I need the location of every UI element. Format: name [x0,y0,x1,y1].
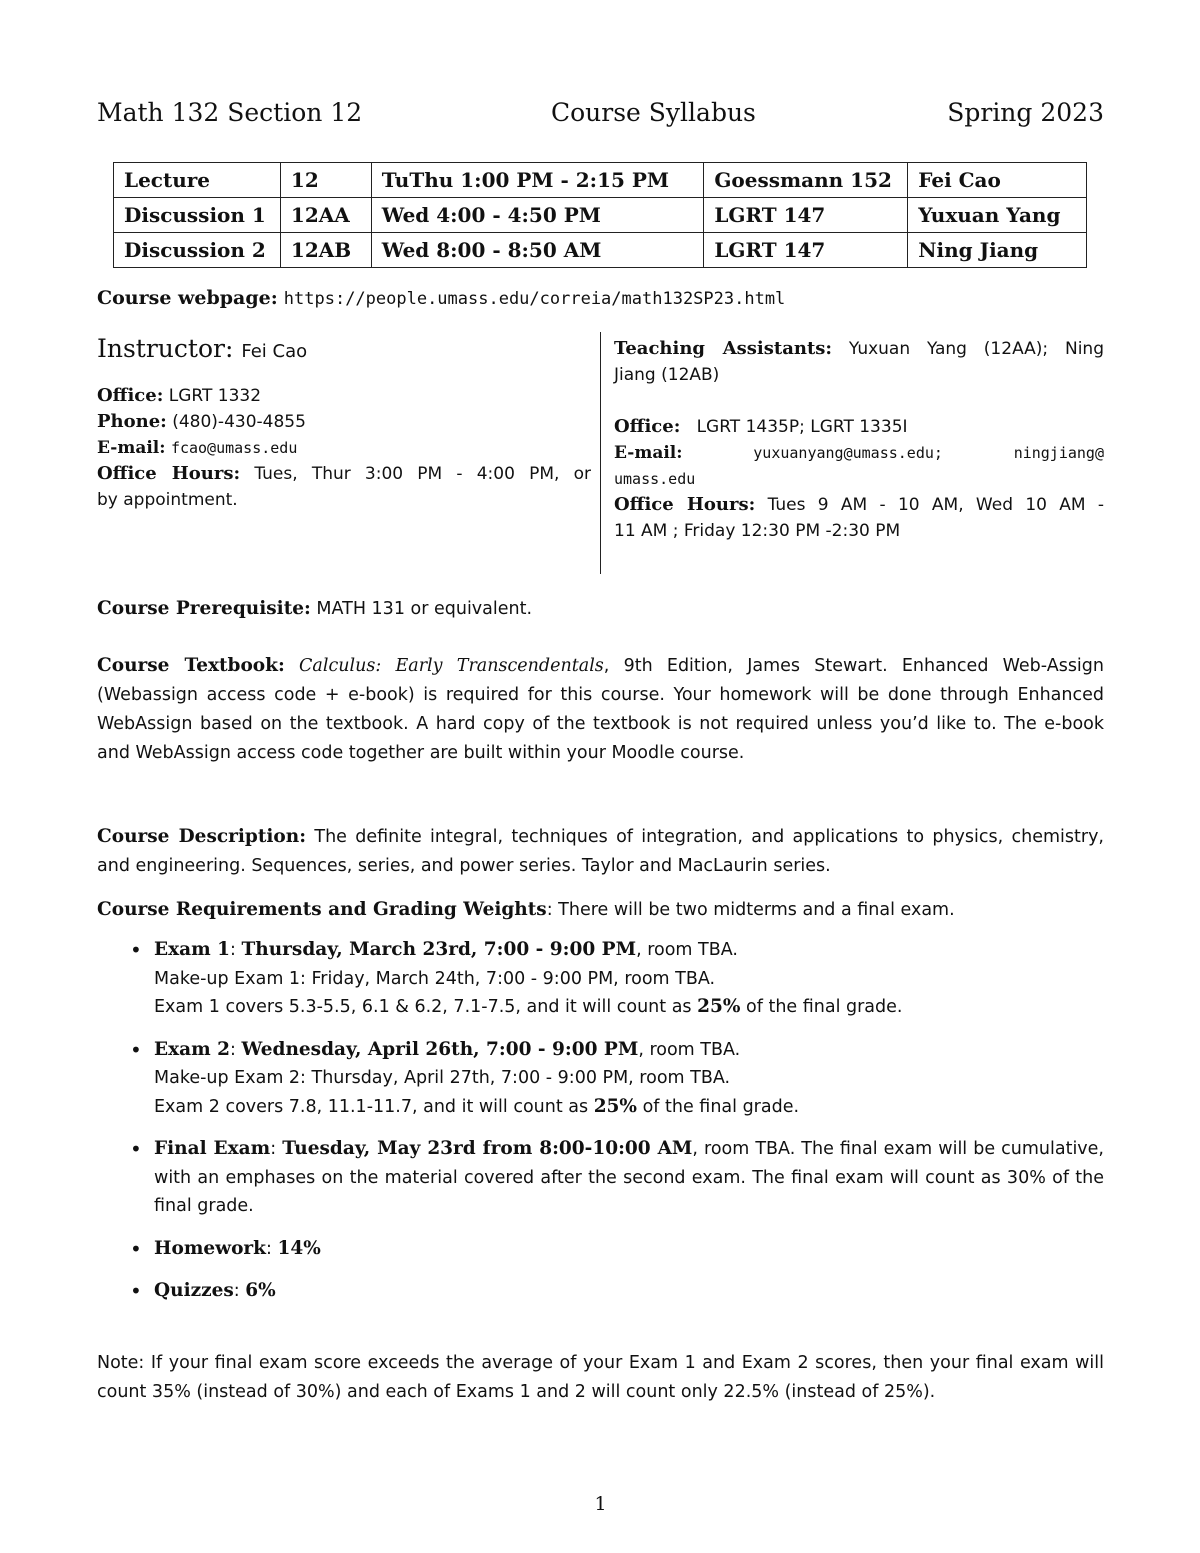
instructor-phone: (480)-430-4855 [172,412,306,432]
instructor-office: LGRT 1332 [168,386,262,406]
ta-email-1[interactable]: yuxuanyang@umass.edu; [753,444,943,462]
email-label: E-mail: [97,438,166,458]
ta-email-2b[interactable]: umass.edu [614,470,696,488]
exam2-label: Exam 2 [154,1038,231,1060]
table-cell: Wed 8:00 - 8:50 AM [371,233,704,268]
description-paragraph [97,822,1104,881]
description-label: Course Description: [97,826,307,847]
textbook-paragraph [97,651,1104,768]
prerequisite-label: Course Prerequisite: [97,598,311,619]
exam2-tail: of the final grade. [642,1096,800,1117]
exam1-tail: of the final grade. [746,997,903,1017]
table-cell: Discussion 2 [114,233,281,268]
grading-note: Note: If your final exam score exceeds the average of your Exam 1 and Exam 2 scores, then your final exam will count 35% (instead of 30%) and each of Exams 1 and 2 will count only 22.5% (instead of 25%). [97,1353,1104,1402]
exam1-label: Exam 1 [154,939,231,960]
ta-office-label: Office: [614,416,681,437]
table-cell: LGRT 147 [704,198,908,233]
list-item-quizzes: • Quizzes: 6% [97,1277,1104,1306]
list-item-homework: • Homework: 14% [97,1235,1104,1264]
requirements-label: Course Requirements and Grading Weights [97,899,547,920]
homework-weight: 14% [277,1237,321,1259]
document-title: Course Syllabus [551,98,756,127]
ta-hours-2: 11 AM ; Friday 12:30 PM -2:30 PM [614,521,901,541]
final-label: Final Exam [154,1138,271,1159]
table-cell: 12AA [280,198,371,233]
table-cell: 12AB [280,233,371,268]
exam2-weight: 25% [593,1095,638,1117]
table-row [114,163,1087,198]
table-cell: Fei Cao [908,163,1087,198]
office-label: Office: [97,385,164,406]
instructor-hours-2: by appointment. [97,490,238,510]
table-cell: 12 [280,163,371,198]
quizzes-label: Quizzes [154,1280,234,1301]
description-text: The definite integral, techniques of integration, and applications to physics, chemistry, and engineering. Sequences, series, and power series. Taylor and MacLaurin series. [97,827,1104,876]
list-item-exam1: • Exam 1: Thursday, March 23rd, 7:00 - 9:00 PM, room TBA. Make-up Exam 1: Friday, March 24th, 7:00 - 9:00 PM, room TBA. Exam 1 covers 5.3-5.5, 6.1 & 6.2, 7.1-7.5, and it will count as 25% of the final grade. [97,936,1104,1022]
course-title: Math 132 Section 12 [97,98,363,127]
teaching-assistants-block [614,336,1104,544]
grading-list [97,936,1104,1320]
phone-label: Phone: [97,411,167,432]
instructor-name: Fei Cao [241,341,308,362]
hours-label: Office Hours: [97,463,241,484]
table-cell: Lecture [114,163,281,198]
homework-label: Homework [154,1237,266,1259]
exam1-weight: 25% [697,996,741,1017]
table-cell: Yuxuan Yang [908,198,1087,233]
exam1-room: , room TBA. [636,940,738,960]
table-cell: Discussion 1 [114,198,281,233]
table-cell: Ning Jiang [908,233,1087,268]
page-header [97,98,1104,132]
webpage-label: Course webpage: [97,287,278,309]
webpage-link[interactable]: https://people.umass.edu/correia/math132SP23.html [283,289,786,309]
textbook-text: , 9th Edition, James Stewart. Enhanced Web-Assign (Webassign access code + e-book) is required for this course. Your homework will be done through Enhanced WebAssign based on the textbook. A hard copy of the textbook is not required unless you’d like to. The e-book and WebAssign access code together are built within your Moodle course. [97,656,1104,763]
prerequisite-paragraph [97,594,1104,624]
ta-email-label: E-mail: [614,443,683,463]
table-cell: LGRT 147 [704,233,908,268]
table-row [114,198,1087,233]
instructor-email[interactable]: fcao@umass.edu [170,439,298,457]
exam1-makeup: Make-up Exam 1: Friday, March 24th, 7:00 - 9:00 PM, room TBA. [154,968,716,989]
table-cell: Goessmann 152 [704,163,908,198]
column-divider [600,332,601,574]
ta-names-2: Jiang (12AB) [614,365,720,385]
instructor-hours-1: Tues, Thur 3:00 PM - 4:00 PM, or [254,464,591,484]
ta-email-2a[interactable]: ningjiang@ [1013,444,1104,462]
ta-names-1: Yuxuan Yang (12AA); Ning [848,339,1104,359]
table-cell: Wed 4:00 - 4:50 PM [371,198,704,233]
table-row [114,233,1087,268]
exam2-makeup: Make-up Exam 2: Thursday, April 27th, 7:00 - 9:00 PM, room TBA. [154,1068,731,1088]
exam2-date: Wednesday, April 26th, 7:00 - 9:00 PM [241,1038,639,1060]
requirements-text: : There will be two midterms and a final exam. [546,900,955,920]
table-cell: TuThu 1:00 PM - 2:15 PM [371,163,704,198]
page-number: 1 [594,1493,607,1515]
list-item-final: • Final Exam: Tuesday, May 23rd from 8:00-10:00 AM, room TBA. The final exam will be cumulative, with an emphases on the material covered after the second exam. The final exam will count as 30% of the final grade. [97,1135,1104,1221]
semester: Spring 2023 [947,98,1104,127]
final-text: , room TBA. The final exam will be cumulative, with an emphases on the material covered after the second exam. The final exam will count as 30% of the final grade. [154,1139,1104,1216]
list-item-exam2: • Exam 2: Wednesday, April 26th, 7:00 - 9:00 PM, room TBA. Make-up Exam 2: Thursday, April 27th, 7:00 - 9:00 PM, room TBA. Exam 2 covers 7.8, 11.1-11.7, and it will count as 25% of the final grade. [97,1036,1104,1122]
exam1-date: Thursday, March 23rd, 7:00 - 9:00 PM [241,939,637,960]
ta-hours-label: Office Hours: [614,494,756,515]
quizzes-weight: 6% [245,1280,276,1301]
prerequisite-text: MATH 131 or equivalent. [316,599,533,619]
ta-office: LGRT 1435P; LGRT 1335I [696,417,908,437]
course-webpage [97,287,785,309]
ta-label: Teaching Assistants: [614,338,833,359]
exam2-room: , room TBA. [638,1039,741,1060]
textbook-label: Course Textbook: [97,655,285,676]
instructor-label: Instructor: [97,334,234,363]
final-date: Tuesday, May 23rd from 8:00-10:00 AM [282,1138,693,1159]
ta-hours-1: Tues 9 AM - 10 AM, Wed 10 AM - [767,495,1105,515]
requirements-paragraph [97,895,1104,925]
textbook-title: Calculus: Early Transcendentals [299,656,604,676]
schedule-table [113,162,1087,268]
exam1-covers: Exam 1 covers 5.3-5.5, 6.1 & 6.2, 7.1-7.5, and it will count as [154,997,692,1017]
instructor-block [97,332,591,513]
exam2-covers: Exam 2 covers 7.8, 11.1-11.7, and it will count as [154,1096,589,1117]
